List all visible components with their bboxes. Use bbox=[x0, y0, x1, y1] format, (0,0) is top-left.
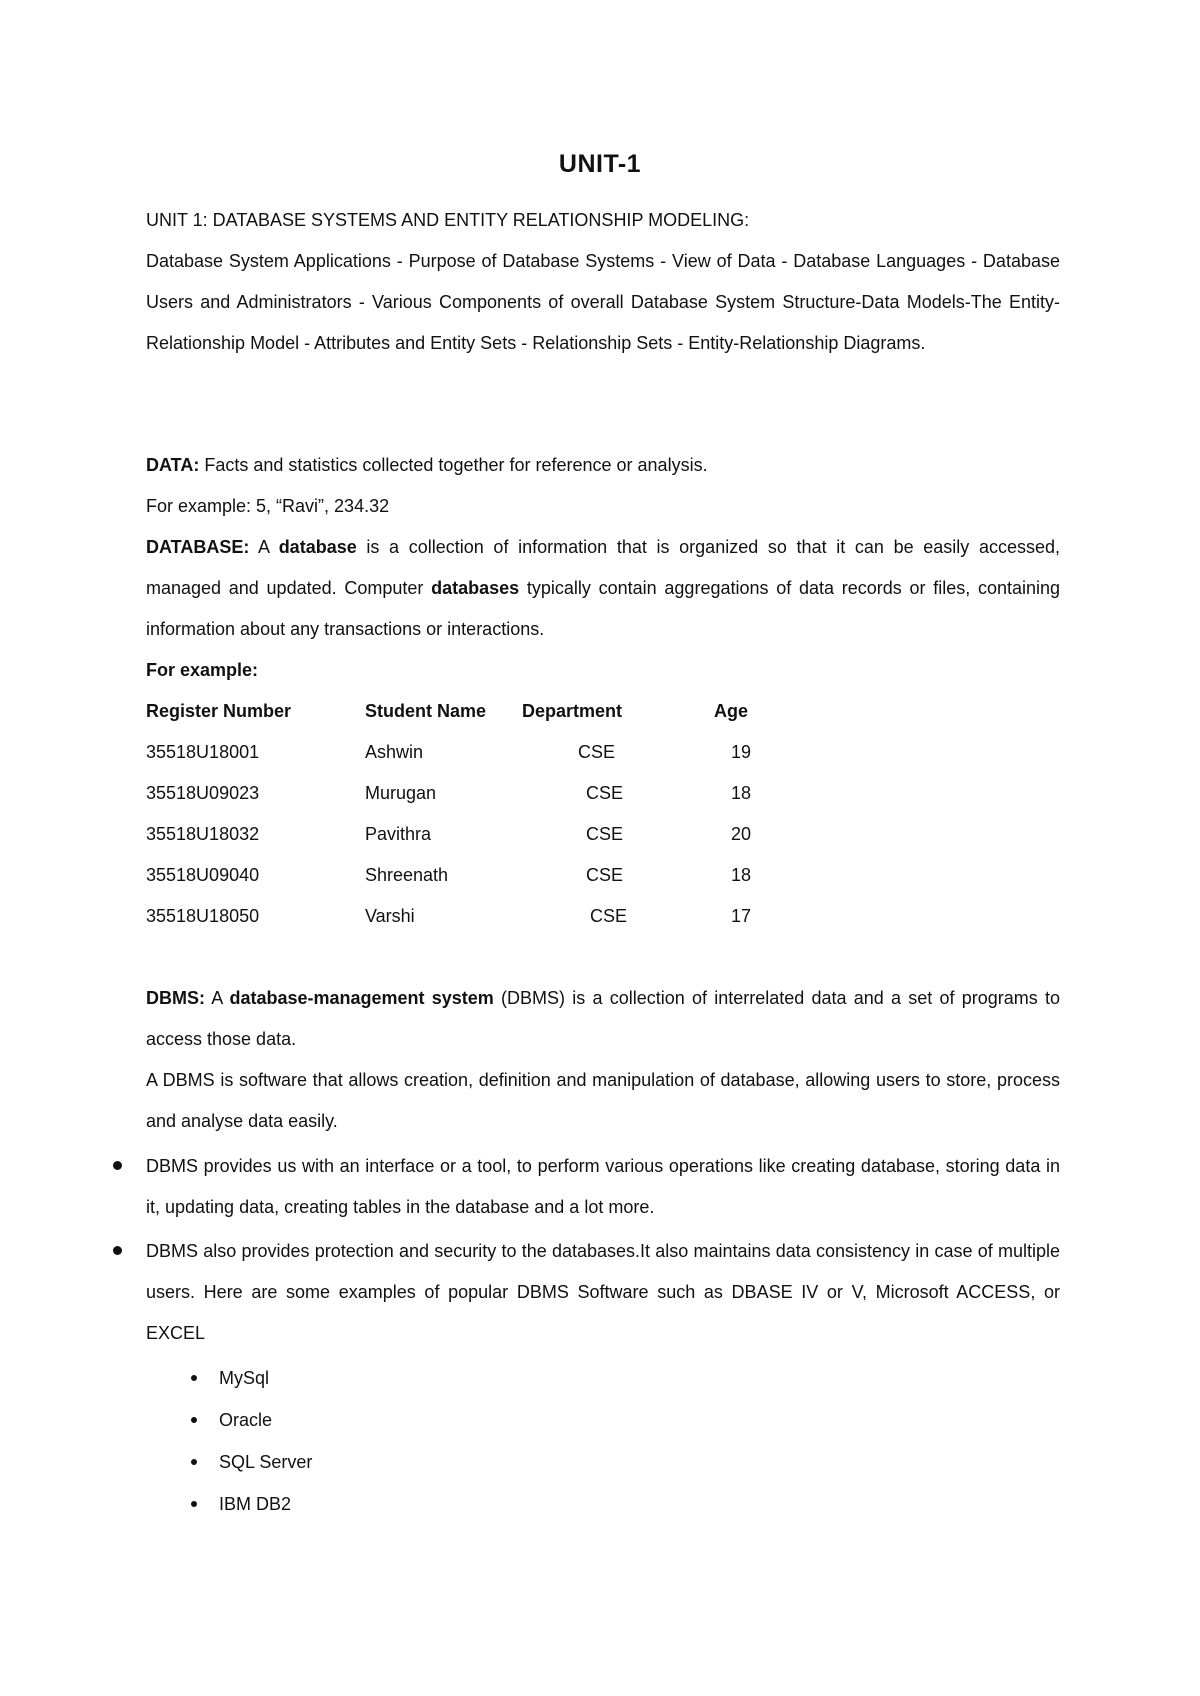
bullet-text: DBMS provides us with an interface or a tool, to perform various operations like creating database, storing data in it, updating data, creating tables in the database and a lot more. bbox=[146, 1156, 1060, 1217]
unit-topics: Database System Applications - Purpose of Database Systems - View of Data - Database Languages - Database Users and Administrators - Various Components of overall Database System Structure-Data Models-The Entity-Relationship Model - Attributes and Entity Sets - Relationship Sets - Entity-Relationship Diagrams. bbox=[146, 251, 1060, 353]
page-title: UNIT-1 bbox=[558, 150, 642, 178]
cell-age: 18 bbox=[731, 783, 752, 803]
cell-department: CSE bbox=[586, 865, 624, 885]
bullet-dot-icon bbox=[191, 1459, 197, 1465]
bullet-dot-icon bbox=[113, 1246, 122, 1255]
dbms-label: DBMS: bbox=[146, 988, 205, 1008]
database-definition bbox=[146, 527, 1060, 650]
software-name: Oracle bbox=[219, 1410, 273, 1430]
dbms-definition-2: A DBMS is software that allows creation, definition and manipulation of database, allowing users to store, process and analyse data easily. bbox=[146, 1070, 1060, 1131]
header-department: Department bbox=[522, 701, 623, 721]
cell-student-name: Shreenath bbox=[365, 865, 449, 885]
dbms-definition bbox=[146, 978, 1060, 1060]
bullet-dot-icon bbox=[191, 1375, 197, 1381]
dbms-bold-1: database-management system bbox=[229, 988, 494, 1008]
software-name: MySql bbox=[219, 1368, 270, 1388]
cell-student-name: Varshi bbox=[365, 906, 415, 926]
cell-student-name: Pavithra bbox=[365, 824, 432, 844]
cell-department: CSE bbox=[578, 742, 616, 762]
list-item bbox=[219, 1483, 312, 1525]
bullet-item bbox=[146, 1231, 1060, 1354]
dbms-text-1: A bbox=[205, 988, 230, 1008]
cell-register-number: 35518U18050 bbox=[146, 906, 260, 926]
cell-department: CSE bbox=[590, 906, 628, 926]
database-text-1: A bbox=[249, 537, 279, 557]
unit-heading: UNIT 1: DATABASE SYSTEMS AND ENTITY RELATIONSHIP MODELING: bbox=[146, 210, 750, 230]
bullet-item bbox=[146, 1146, 1060, 1228]
software-name: IBM DB2 bbox=[219, 1494, 292, 1514]
database-text-2: is a collection of information that is organized so that it can be easily accessed, managed and updated. Computer bbox=[146, 537, 1061, 598]
cell-age: 18 bbox=[731, 865, 752, 885]
cell-age: 17 bbox=[731, 906, 752, 926]
header-student-name: Student Name bbox=[365, 701, 487, 721]
cell-age: 19 bbox=[731, 742, 752, 762]
list-item bbox=[219, 1399, 312, 1441]
data-definition-text: Facts and statistics collected together for reference or analysis. bbox=[199, 455, 708, 475]
list-item bbox=[219, 1357, 312, 1399]
data-label: DATA: bbox=[146, 455, 200, 475]
dbms-text-2: (DBMS) is a collection of interrelated data and a set of programs to access those data. bbox=[146, 988, 1061, 1049]
cell-register-number: 35518U09040 bbox=[146, 865, 260, 885]
cell-register-number: 35518U18032 bbox=[146, 824, 260, 844]
header-register-number: Register Number bbox=[146, 701, 292, 721]
database-text-3: typically contain aggregations of data records or files, containing information about any transactions or interactions. bbox=[146, 578, 1061, 639]
list-item bbox=[219, 1441, 312, 1483]
bullet-dot-icon bbox=[191, 1417, 197, 1423]
cell-student-name: Murugan bbox=[365, 783, 437, 803]
cell-register-number: 35518U18001 bbox=[146, 742, 260, 762]
for-example-label: For example: bbox=[146, 660, 259, 680]
data-example: For example: 5, “Ravi”, 234.32 bbox=[146, 496, 390, 516]
dbms-software-list bbox=[219, 1357, 312, 1525]
software-name: SQL Server bbox=[219, 1452, 313, 1472]
bullet-dot-icon bbox=[191, 1501, 197, 1507]
bullet-text: DBMS also provides protection and security to the databases.It also maintains data consistency in case of multiple users. Here are some examples of popular DBMS Software such as DBASE IV or V, Microsoft ACCESS, or EXCEL bbox=[146, 1241, 1060, 1343]
bullet-dot-icon bbox=[113, 1161, 122, 1170]
database-label: DATABASE: bbox=[146, 537, 250, 557]
database-bold-1: database bbox=[278, 537, 357, 557]
cell-register-number: 35518U09023 bbox=[146, 783, 260, 803]
cell-department: CSE bbox=[586, 824, 624, 844]
cell-student-name: Ashwin bbox=[365, 742, 424, 762]
database-bold-2: databases bbox=[431, 578, 520, 598]
cell-department: CSE bbox=[586, 783, 624, 803]
header-age: Age bbox=[714, 701, 749, 721]
cell-age: 20 bbox=[731, 824, 752, 844]
data-definition bbox=[146, 445, 1060, 486]
